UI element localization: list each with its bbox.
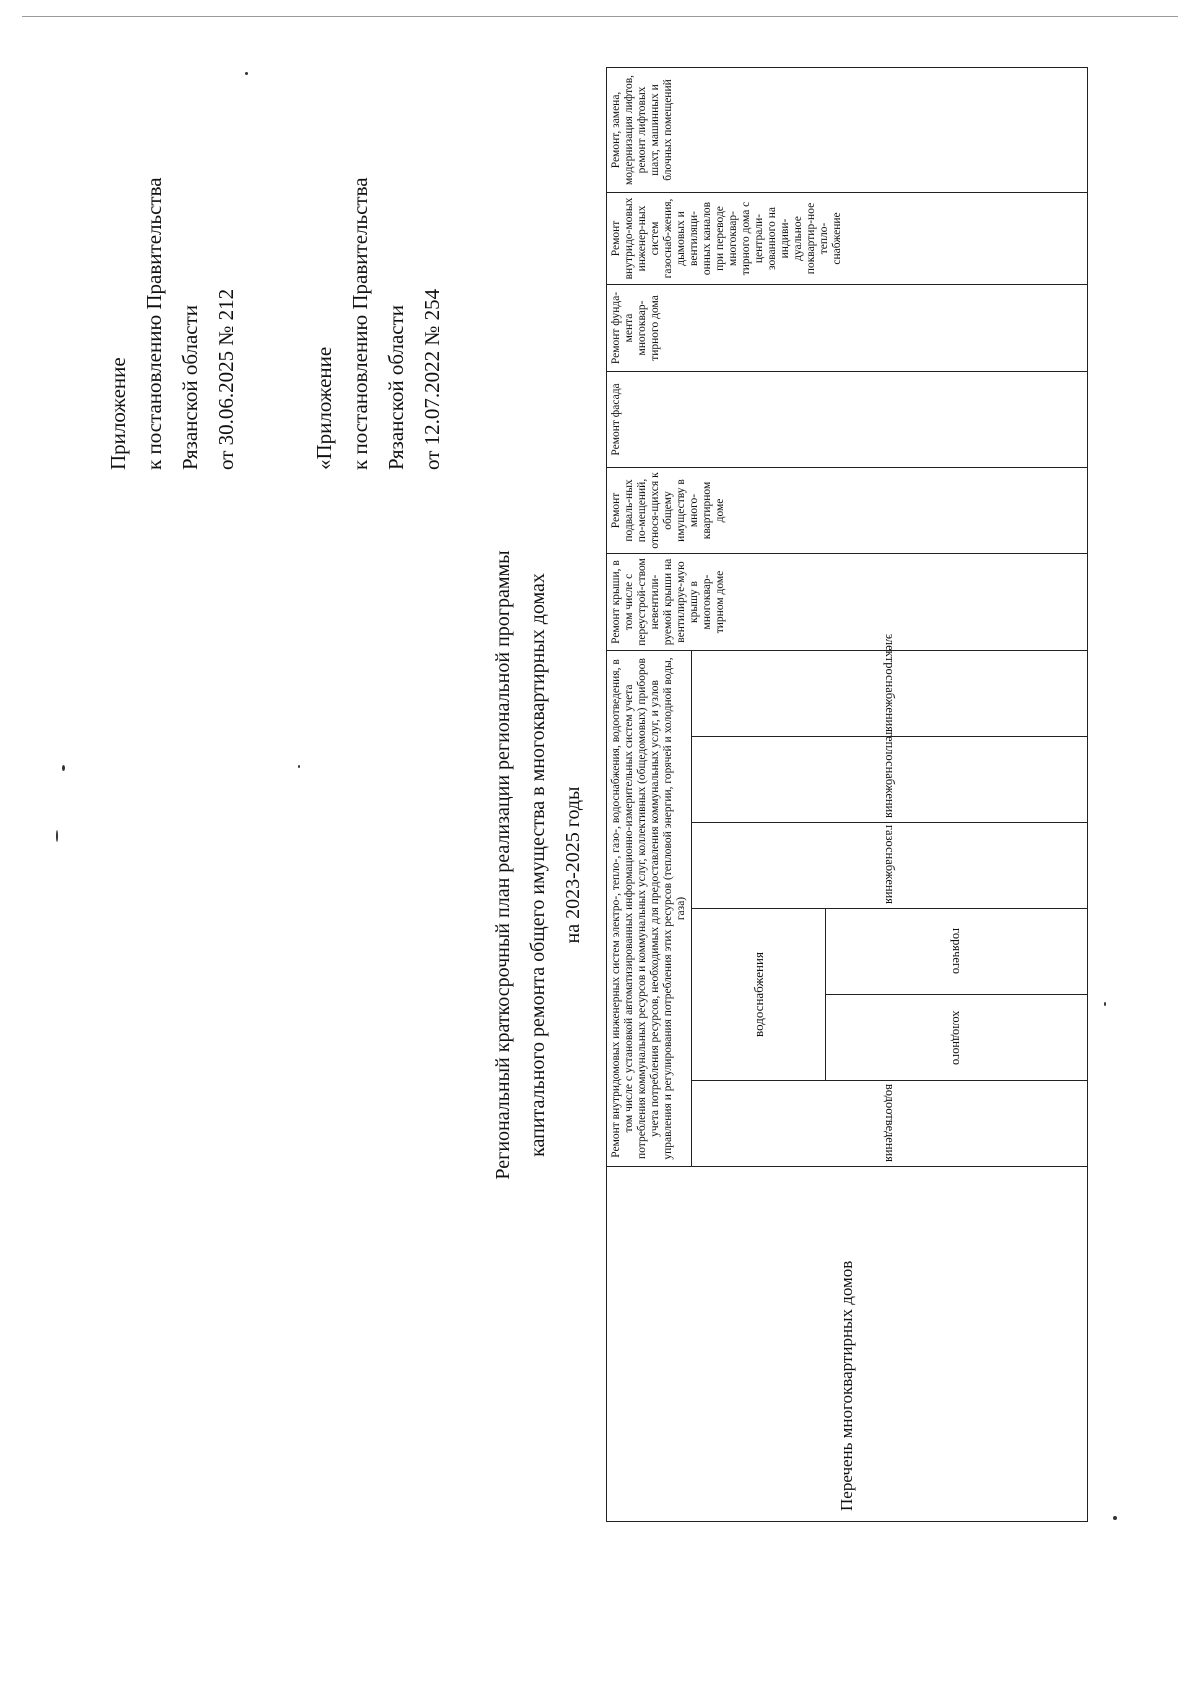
scan-speck (1104, 1002, 1106, 1006)
subheader-cold-water: холодного (826, 995, 1088, 1081)
header-facade-repair: Ремонт фасада (607, 371, 1088, 467)
scan-speck (56, 830, 58, 842)
subheader-drainage: водоотведения (692, 1081, 1088, 1167)
scan-speck (298, 765, 300, 768)
approval-date: от 30.06.2025 № 212 (214, 288, 238, 470)
repair-plan-table (606, 68, 1088, 1522)
approval-line: «Приложение (312, 346, 336, 470)
approval-line: Рязанской области (384, 304, 408, 470)
header-engineering-systems: Ремонт внутридомовых инженерных систем электро-, тепло-, газо-, водоснабжения, водоотведения, в том числе с установкой автоматизированных информационно-измерительных систем учета потребления коммунальных ресурсов и коммунальных услуг, коллективных (общедомовых) приборов учета потребления ресурсов, необходимых для предоставления коммунальных услуг, и узлов управления и регулирования потребления этих ресурсов (тепловой энергии, горячей и холодной воды, газа) (607, 650, 692, 1166)
subheader-hot-water: горячего (826, 909, 1088, 995)
approval-date: от 12.07.2022 № 254 (420, 288, 444, 470)
approval-line: к постановлению Правительства (142, 177, 166, 470)
approval-line: к постановлению Правительства (348, 177, 372, 470)
title-line: капитального ремонта общего имущества в многоквартирных домах (527, 573, 549, 1157)
header-gas-systems-repair: Ремонт внутридо-мовых инженер-ных систем газоснаб-жения, дымовых и вентиляци-онных каналов при переводе многоквар-тирного дома с централи-зованного на индиви-дуальное поквартир-ное тепло-снабжение (607, 192, 1088, 284)
scan-speck (1113, 1516, 1117, 1520)
header-basement-repair: Ремонт подваль-ных по-мещений, относя-щихся к общему имуществу в много-квартирном доме (607, 467, 1088, 553)
subheader-gas-supply: газоснабжения (692, 823, 1088, 909)
approval-block-previous (306, 177, 450, 470)
header-roof-repair: Ремонт крыши, в том числе с переустрой-ством невентили-руемой крыши на вентилируе-мую крышу в многоквар-тирном доме (607, 553, 1088, 650)
document-title (486, 300, 591, 1430)
header-houses-list: Перечень многоквартирных домов (607, 1167, 1088, 1522)
header-foundation-repair: Ремонт фунда-мента многоквар-тирного дома (607, 284, 1088, 371)
subheader-electric-supply: электроснабжения (692, 650, 1088, 736)
scan-speck (245, 72, 248, 75)
scan-speck (62, 765, 65, 771)
approval-line: Рязанской области (178, 304, 202, 470)
title-line: на 2023-2025 годы (562, 786, 584, 944)
header-lifts-repair: Ремонт, замена, модернизация лифтов, ремонт лифтовых шахт, машинных и блочных помещений (607, 67, 1088, 192)
approval-block-current (100, 177, 244, 470)
subheader-heat-supply: теплоснабжения (692, 737, 1088, 823)
title-line: Региональный краткосрочный план реализации региональной программы (492, 550, 514, 1180)
approval-line: Приложение (106, 357, 130, 470)
page-top-border (22, 16, 1178, 17)
subheader-water-supply: водоснабжения (692, 909, 826, 1081)
